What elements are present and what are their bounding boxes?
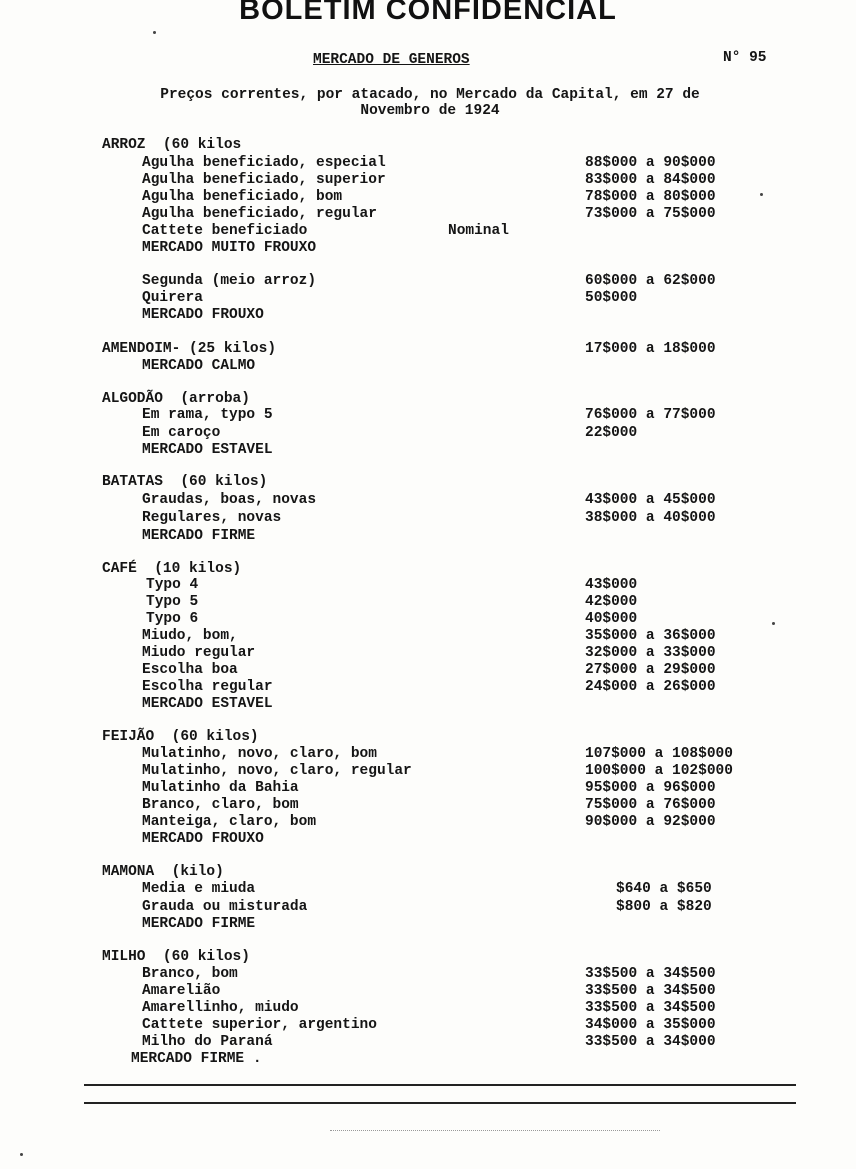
bulletin-number: N° 95 bbox=[723, 50, 767, 66]
commodity-heading: BATATAS (60 kilos) bbox=[102, 474, 268, 490]
page-title: BOLETIM CONFIDENCIAL bbox=[239, 0, 617, 26]
price-row bbox=[0, 628, 856, 645]
market-status-row bbox=[0, 916, 856, 933]
market-status-row bbox=[0, 442, 856, 459]
price-row bbox=[0, 290, 856, 307]
price-row bbox=[0, 645, 856, 662]
price-range: 43$000 bbox=[585, 577, 638, 593]
commodity-heading: FEIJÃO (60 kilos) bbox=[102, 729, 259, 745]
price-row bbox=[0, 1000, 856, 1017]
item-label: Agulha beneficiado, bom bbox=[142, 189, 343, 205]
price-row bbox=[0, 763, 856, 780]
market-status: MERCADO FROUXO bbox=[142, 307, 264, 323]
market-status: MERCADO CALMO bbox=[142, 358, 256, 374]
price-range: 38$000 a 40$000 bbox=[585, 510, 716, 526]
ink-speck bbox=[153, 31, 156, 34]
price-row bbox=[0, 425, 856, 442]
price-range: 34$000 a 35$000 bbox=[585, 1017, 716, 1033]
commodity-heading: CAFÉ (10 kilos) bbox=[102, 561, 242, 577]
section-heading: MERCADO DE GENEROS bbox=[313, 52, 470, 68]
price-range: 35$000 a 36$000 bbox=[585, 628, 716, 644]
price-row bbox=[0, 155, 856, 172]
market-status-row bbox=[0, 307, 856, 324]
price-row bbox=[0, 983, 856, 1000]
price-row bbox=[0, 899, 856, 916]
price-range: 40$000 bbox=[585, 611, 638, 627]
price-range: 24$000 a 26$000 bbox=[585, 679, 716, 695]
commodity-heading-row bbox=[0, 341, 856, 358]
price-row bbox=[0, 679, 856, 696]
commodity-heading: MAMONA (kilo) bbox=[102, 864, 224, 880]
price-row bbox=[0, 172, 856, 189]
price-row bbox=[0, 797, 856, 814]
price-row bbox=[0, 881, 856, 898]
price-row bbox=[0, 510, 856, 527]
dotted-line bbox=[330, 1130, 660, 1131]
price-row bbox=[0, 746, 856, 763]
price-range: 73$000 a 75$000 bbox=[585, 206, 716, 222]
price-row bbox=[0, 662, 856, 679]
market-status: MERCADO FIRME bbox=[142, 528, 256, 544]
price-row bbox=[0, 966, 856, 983]
item-label: Regulares, novas bbox=[142, 510, 282, 526]
commodity-heading-row bbox=[0, 864, 856, 881]
item-label: Manteiga, claro, bom bbox=[142, 814, 317, 830]
price-range: 75$000 a 76$000 bbox=[585, 797, 716, 813]
market-status-row bbox=[0, 831, 856, 848]
price-range: 33$500 a 34$000 bbox=[585, 1034, 716, 1050]
item-label: Quirera bbox=[142, 290, 203, 306]
market-status: MERCADO FIRME bbox=[142, 916, 256, 932]
market-status-row bbox=[0, 528, 856, 545]
commodity-heading-row bbox=[0, 391, 856, 408]
item-label: Cattete beneficiado bbox=[142, 223, 308, 239]
market-status-row bbox=[0, 1051, 856, 1068]
commodity-heading-row bbox=[0, 137, 856, 154]
price-range: 43$000 a 45$000 bbox=[585, 492, 716, 508]
commodity-heading: ARROZ (60 kilos bbox=[102, 137, 242, 153]
item-label: Mulatinho da Bahia bbox=[142, 780, 299, 796]
price-range: 27$000 a 29$000 bbox=[585, 662, 716, 678]
price-range: 32$000 a 33$000 bbox=[585, 645, 716, 661]
subtitle: Preços correntes, por atacado, no Mercado da Capital, em 27 de Novembro de 1924 bbox=[160, 87, 700, 119]
market-status: MERCADO MUITO FROUXO bbox=[142, 240, 317, 256]
price-range: 95$000 a 96$000 bbox=[585, 780, 716, 796]
item-label: Grauda ou misturada bbox=[142, 899, 308, 915]
price-range: 88$000 a 90$000 bbox=[585, 155, 716, 171]
item-label: Em caroço bbox=[142, 425, 221, 441]
divider-line bbox=[84, 1084, 796, 1086]
price-range: 83$000 a 84$000 bbox=[585, 172, 716, 188]
market-status: MERCADO FROUXO bbox=[142, 831, 264, 847]
price-row bbox=[0, 814, 856, 831]
price-range: 33$500 a 34$500 bbox=[585, 966, 716, 982]
item-label: Escolha regular bbox=[142, 679, 273, 695]
item-label: Agulha beneficiado, especial bbox=[142, 155, 386, 171]
item-label: Mulatinho, novo, claro, bom bbox=[142, 746, 377, 762]
price-row bbox=[0, 492, 856, 509]
price-range: 42$000 bbox=[585, 594, 638, 610]
item-label: Typo 4 bbox=[146, 577, 199, 593]
market-status: MERCADO ESTAVEL bbox=[142, 442, 273, 458]
price-row bbox=[0, 611, 856, 628]
market-status-row bbox=[0, 358, 856, 375]
price-row bbox=[0, 206, 856, 223]
market-status: MERCADO ESTAVEL bbox=[142, 696, 273, 712]
price-range: $640 a $650 bbox=[616, 881, 712, 897]
item-label: Miudo regular bbox=[142, 645, 256, 661]
item-label: Milho do Paraná bbox=[142, 1034, 273, 1050]
item-label: Cattete superior, argentino bbox=[142, 1017, 377, 1033]
commodity-heading-row bbox=[0, 729, 856, 746]
price-range: 22$000 bbox=[585, 425, 638, 441]
price-range: 90$000 a 92$000 bbox=[585, 814, 716, 830]
item-label: Agulha beneficiado, regular bbox=[142, 206, 377, 222]
price-row bbox=[0, 1034, 856, 1051]
market-status-row bbox=[0, 696, 856, 713]
item-label: Segunda (meio arroz) bbox=[142, 273, 317, 289]
ink-speck bbox=[760, 193, 763, 196]
price-note: Nominal bbox=[448, 223, 509, 239]
price-range: 78$000 a 80$000 bbox=[585, 189, 716, 205]
item-label: Amarelião bbox=[142, 983, 221, 999]
commodity-heading: AMENDOIM- (25 kilos) bbox=[102, 341, 277, 357]
market-status-row bbox=[0, 240, 856, 257]
commodity-heading: MILHO (60 kilos) bbox=[102, 949, 250, 965]
price-row bbox=[0, 780, 856, 797]
price-range: 60$000 a 62$000 bbox=[585, 273, 716, 289]
price-range: 17$000 a 18$000 bbox=[585, 341, 716, 357]
item-label: Em rama, typo 5 bbox=[142, 407, 273, 423]
price-row bbox=[0, 594, 856, 611]
item-label: Graudas, boas, novas bbox=[142, 492, 317, 508]
commodity-heading-row bbox=[0, 561, 856, 578]
price-row bbox=[0, 577, 856, 594]
item-label: Branco, bom bbox=[142, 966, 238, 982]
item-label: Mulatinho, novo, claro, regular bbox=[142, 763, 412, 779]
price-range: $800 a $820 bbox=[616, 899, 712, 915]
ink-speck bbox=[20, 1153, 23, 1156]
price-range: 50$000 bbox=[585, 290, 638, 306]
price-row bbox=[0, 1017, 856, 1034]
divider-line bbox=[84, 1102, 796, 1104]
market-status: MERCADO FIRME . bbox=[131, 1051, 262, 1067]
item-label: Typo 5 bbox=[146, 594, 199, 610]
item-label: Escolha boa bbox=[142, 662, 238, 678]
price-range: 107$000 a 108$000 bbox=[585, 746, 733, 762]
price-range: 100$000 a 102$000 bbox=[585, 763, 733, 779]
price-range: 76$000 a 77$000 bbox=[585, 407, 716, 423]
commodity-heading-row bbox=[0, 474, 856, 491]
price-row bbox=[0, 407, 856, 424]
item-label: Typo 6 bbox=[146, 611, 199, 627]
price-range: 33$500 a 34$500 bbox=[585, 1000, 716, 1016]
item-label: Branco, claro, bom bbox=[142, 797, 299, 813]
price-range: 33$500 a 34$500 bbox=[585, 983, 716, 999]
item-label: Amarellinho, miudo bbox=[142, 1000, 299, 1016]
price-row bbox=[0, 273, 856, 290]
commodity-heading-row bbox=[0, 949, 856, 966]
price-row bbox=[0, 189, 856, 206]
item-label: Agulha beneficiado, superior bbox=[142, 172, 386, 188]
commodity-heading: ALGODÃO (arroba) bbox=[102, 391, 250, 407]
item-label: Miudo, bom, bbox=[142, 628, 238, 644]
price-row bbox=[0, 223, 856, 240]
item-label: Media e miuda bbox=[142, 881, 256, 897]
ink-speck bbox=[772, 622, 775, 625]
